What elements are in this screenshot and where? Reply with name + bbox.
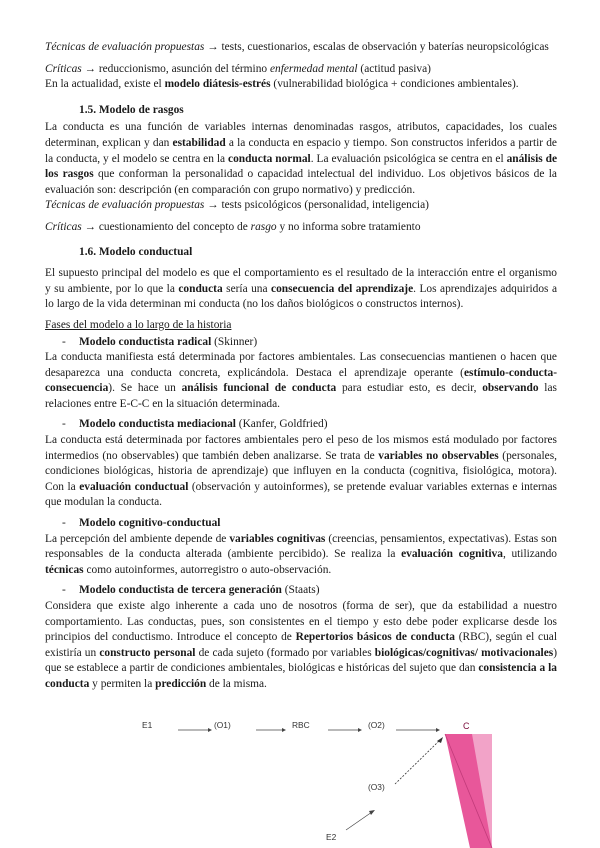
bold-term: consecuencia del aprendizaje	[271, 282, 414, 295]
text-run: La conducta está determinada por factores ambientales pero el peso de los mismos está modulado por factores intermedios (no observables) que también deben analizarse. Se trata de	[45, 434, 557, 462]
fase-heading	[62, 516, 557, 532]
bold-term: evaluación conductual	[79, 480, 189, 493]
bold-term: conducta normal	[228, 152, 311, 165]
text-run: La percepción del ambiente depende de	[45, 532, 230, 545]
fase-title: Modelo conductista radical	[79, 335, 212, 348]
text-run: (RBC), según el cual existiría un	[45, 631, 557, 659]
section-heading-conductual: 1.6. Modelo conductual	[79, 245, 193, 258]
node-o2: (O2)	[368, 720, 385, 730]
text-run: (creencias, pensamientos, expectativas). Estas son responsables de la conducta alterada (ambiente percibido). Se realiza la	[45, 532, 557, 561]
node-rbc: RBC	[292, 720, 310, 730]
fase-author: (Staats)	[281, 584, 320, 597]
bold-term: consistencia a la conducta	[45, 662, 557, 690]
text-run: las relaciones entre E-C-C en la situación determinada.	[45, 382, 557, 410]
fase-body	[45, 532, 557, 579]
bold-term: conducta	[178, 282, 223, 295]
fase-author: (Kanfer, Goldfried)	[235, 418, 328, 431]
node-c: C	[463, 721, 470, 731]
text-run: , utilizando	[502, 548, 557, 561]
node-e2: E2	[326, 832, 337, 842]
arrowhead-o3-c	[437, 737, 443, 743]
fase-title: Modelo conductista mediacional	[79, 418, 236, 431]
fase-title: Modelo conductista de tercera generación	[79, 584, 282, 597]
pink-bar-light	[445, 734, 492, 848]
bold-term: estabilidad	[172, 136, 226, 149]
arrowhead-e1-o1	[208, 728, 212, 732]
fase-body	[45, 350, 557, 412]
pink-bar-edge	[445, 734, 492, 848]
text-run: de cada sujeto (formado por variables	[195, 646, 375, 659]
fase-body	[45, 433, 557, 511]
psiquiatrico-tecnicas: Técnicas de evaluación propuestas → tests, cuestionarios, escalas de observación y baterías neuropsicológicas	[45, 41, 549, 53]
node-o1: (O1)	[214, 720, 231, 730]
fase-heading	[62, 417, 557, 433]
bold-term: variables cognitivas	[229, 532, 326, 545]
text-run: a la conducta en espacio y tiempo. Son constructos inferidos a partir de la conducta, y el modelo se centra en la	[45, 136, 557, 165]
text-run: (personales, condiciones biológicas, historia de aprendizaje) que influyen en la conducta (cognitiva, fisiológica, motora). Con la	[45, 449, 557, 493]
bold-term: biológicas/cognitivas/ motivacionales	[374, 646, 554, 659]
bold-term: análisis de los rasgos	[45, 152, 557, 181]
arrowhead-e2-o3	[369, 810, 375, 815]
text-run: sería una	[222, 282, 272, 295]
section-heading-rasgos: 1.5. Modelo de rasgos	[79, 103, 184, 116]
text-run: ) que se establece a partir de condiciones ambientales, biológicas e históricas del sujeto que dan	[45, 646, 557, 675]
bold-term: análisis funcional de conducta	[181, 382, 337, 395]
text-run: La conducta manifiesta está determinada por factores ambientales. Las consecuencias mantienen o hacen que desaparezca una conducta concreta, explicándola. Destaca el aprendizaje operante (	[45, 351, 557, 379]
arrowhead-rbc-o2	[358, 728, 362, 732]
bullet-dash: -	[62, 584, 66, 597]
text-run: Considera que existe algo inherente a cada uno de nosotros (forma de ser), que da estabilidad a nuestro comportamiento. Las conductas, pues, son consistentes en el tiempo y esto debe poder explicarse desde los principios del conductismo. Introduce el concepto de	[45, 600, 557, 644]
arrowhead-o2-c	[436, 728, 440, 732]
pink-bar-dark	[445, 734, 492, 848]
fase-heading	[62, 583, 557, 599]
text-run: para estudiar esto, es decir,	[336, 382, 483, 395]
document-page	[45, 0, 557, 693]
node-o3: (O3)	[368, 782, 385, 792]
bullet-dash: -	[62, 418, 66, 431]
arrow-o3-c	[395, 740, 440, 784]
bold-term: predicción	[155, 677, 207, 690]
rasgos-tecnicas: Técnicas de evaluación propuestas → tests psicológicos (personalidad, inteligencia)	[45, 199, 429, 212]
actualidad-paragraph: En la actualidad, existe el modelo diátesis-estrés (vulnerabilidad biológica + condiciones ambientales).	[45, 78, 519, 91]
arrowhead-o1-rbc	[282, 728, 286, 732]
fase-heading	[62, 335, 557, 351]
text-run: El supuesto principal del modelo es que el comportamiento es el resultado de la interacción entre el organismo y su ambiente, por lo que la	[45, 267, 557, 295]
conductual-paragraph	[45, 266, 557, 313]
text-run: (observación y autoinformes), se pretende evaluar variables externas e internas que modulan la conducta.	[45, 480, 557, 509]
bold-term: variables no observables	[378, 449, 499, 462]
bullet-dash: -	[62, 517, 66, 530]
bold-term: observando	[482, 382, 539, 395]
bold-term: constructo personal	[99, 646, 196, 659]
rasgos-criticas: Críticas → cuestionamiento del concepto de rasgo y no informa sobre tratamiento	[45, 220, 421, 233]
text-run: y permiten la	[89, 677, 156, 690]
text-run: ). Se hace un	[108, 382, 182, 395]
text-run: . La evaluación psicológica se centra en el	[310, 152, 507, 165]
bold-term: estímulo-conducta-consecuencia	[45, 366, 557, 395]
fases-list	[45, 335, 557, 693]
bold-term: técnicas	[45, 563, 84, 576]
text-run: La conducta es una función de variables internas denominadas rasgos, atributos, capacidades, los cuales determinan, explican y dan	[45, 121, 557, 149]
rasgos-paragraph	[45, 120, 557, 198]
text-run: . Los aprendizajes adquiridos a lo largo de la vida determinan mi conducta (no los daños biológicos o constructos internos).	[45, 282, 558, 311]
fase-author: (Skinner)	[211, 335, 258, 348]
bold-term: evaluación cognitiva	[401, 548, 503, 561]
fase-body	[45, 599, 557, 693]
bullet-dash: -	[62, 335, 66, 348]
text-run: como autoinformes, autorregistro o auto-observación.	[83, 563, 332, 576]
fase-title: Modelo cognitivo-conductual	[79, 517, 221, 530]
psiquiatrico-criticas: Críticas → reduccionismo, asunción del término enfermedad mental (actitud pasiva)	[45, 62, 431, 75]
bold-term: Repertorios básicos de conducta	[295, 631, 455, 644]
text-run: de la misma.	[206, 677, 267, 690]
arrow-e2-o3	[346, 812, 372, 830]
node-e1: E1	[142, 720, 153, 730]
text-run: que conforman la personalidad o capacidad intelectual del individuo. Los objetivos básicos de la evaluación son: descripción (en comparación con grupo normativo) y predicción.	[45, 168, 557, 196]
fases-title: Fases del modelo a lo largo de la historia	[45, 318, 232, 331]
